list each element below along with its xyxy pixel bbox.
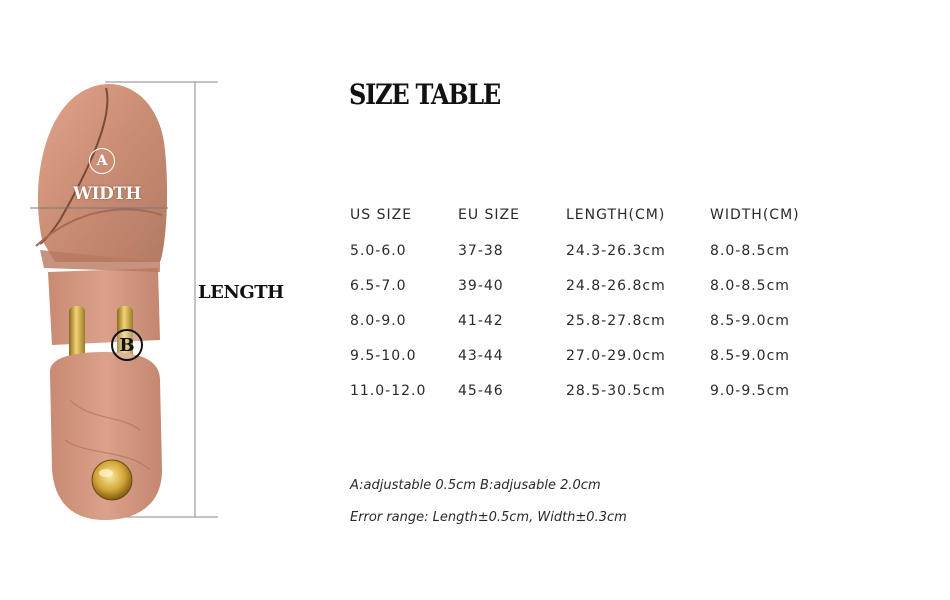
width-cell: 8.5-9.0cm — [710, 347, 790, 364]
width-cell: 9.0-9.5cm — [710, 382, 790, 399]
length-cell: 25.8-27.8cm — [566, 312, 666, 329]
width-cell: 8.0-8.5cm — [710, 242, 790, 259]
error-range-note: Error range: Length±0.5cm, Width±0.3cm — [350, 510, 627, 525]
shoe-tree-heel — [50, 352, 162, 520]
table-row — [345, 233, 825, 268]
us-size-cell: 5.0-6.0 — [350, 242, 407, 259]
table-row — [345, 373, 825, 408]
eu-size-cell: 39-40 — [458, 277, 504, 294]
column-header-length: LENGTH(CM) — [566, 207, 666, 223]
width-cell: 8.5-9.0cm — [710, 312, 790, 329]
brass-knob — [92, 460, 132, 500]
adjust-marker-b: B — [111, 329, 143, 361]
column-header-eu-size: EU SIZE — [458, 207, 520, 223]
table-row — [345, 268, 825, 303]
eu-size-cell: 41-42 — [458, 312, 504, 329]
length-cell: 24.3-26.3cm — [566, 242, 666, 259]
length-cell: 28.5-30.5cm — [566, 382, 666, 399]
eu-size-cell: 37-38 — [458, 242, 504, 259]
us-size-cell: 6.5-7.0 — [350, 277, 407, 294]
page-title: SIZE TABLE — [349, 78, 500, 111]
table-row — [345, 338, 825, 373]
length-cell: 24.8-26.8cm — [566, 277, 666, 294]
table-header-row — [345, 197, 825, 233]
us-size-cell: 9.5-10.0 — [350, 347, 417, 364]
adjustable-note: A:adjustable 0.5cm B:adjusable 2.0cm — [350, 478, 601, 493]
table-row — [345, 303, 825, 338]
eu-size-cell: 45-46 — [458, 382, 504, 399]
width-cell: 8.0-8.5cm — [710, 277, 790, 294]
column-header-width: WIDTH(CM) — [710, 207, 800, 223]
adjust-marker-a: A — [89, 148, 115, 174]
eu-size-cell: 43-44 — [458, 347, 504, 364]
us-size-cell: 8.0-9.0 — [350, 312, 407, 329]
length-cell: 27.0-29.0cm — [566, 347, 666, 364]
us-size-cell: 11.0-12.0 — [350, 382, 427, 399]
shoe-tree-illustration — [0, 0, 330, 600]
shoe-tree-front — [36, 84, 167, 345]
width-label: WIDTH — [73, 184, 141, 204]
length-label: LENGTH — [198, 282, 284, 303]
column-header-us-size: US SIZE — [350, 207, 413, 223]
size-table — [345, 197, 825, 408]
